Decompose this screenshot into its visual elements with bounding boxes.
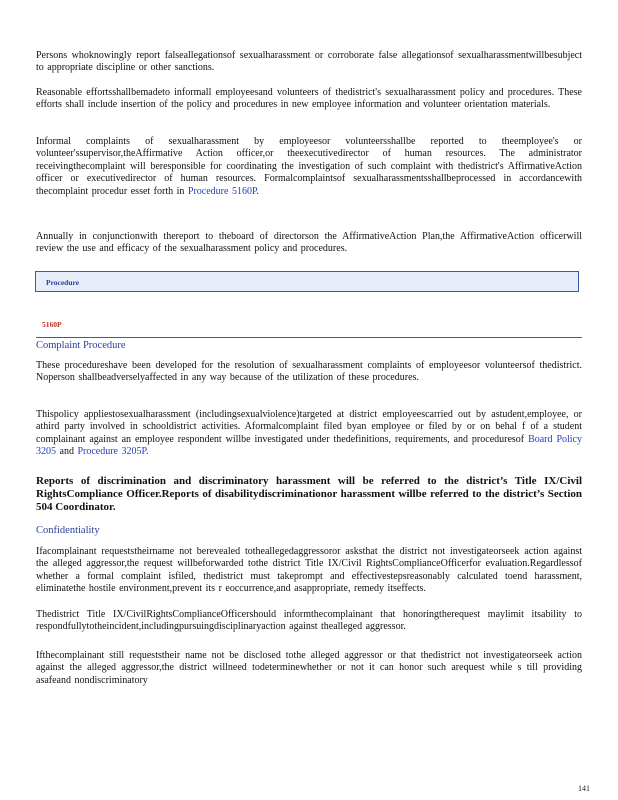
procedure-bar-label: Procedure	[46, 278, 80, 287]
complaint-procedure-heading: Complaint Procedure	[36, 340, 126, 351]
paragraph-text: These procedureshave been developed for the resolution of sexualharassment complaints of employeesor volunteersof thedistrict. Noperson shallbeadverselyaffected in any way because of the utilization of these procedures.	[36, 360, 582, 384]
paragraph-text: Reports of discrimination and discriminatory harassment will be referred to the district’s Title IX/Civil RightsCompliance Officer.Reports of disabilitydiscriminationor harassment willbe referred to the district’s Section 504 Coordinator.	[36, 475, 582, 513]
paragraph-compliance-officer	[36, 609, 582, 634]
procedure-section-bar	[35, 271, 579, 292]
procedure-code-label: 5160P	[42, 320, 62, 329]
paragraph-text: Ifthecomplainant still requeststheir name not be disclosed tothe alleged aggressor or that thedistrict not investigateorseek action against the alleged aggressor,the district willneed todeterminewhether or not it can honor such arequest while s till providing asafeand nondiscriminatory	[36, 650, 582, 686]
page-number: 141	[578, 784, 590, 793]
confidentiality-heading: Confidentiality	[36, 525, 100, 536]
paragraph-complainant-still-requests	[36, 650, 582, 687]
paragraph-reasonable-efforts	[36, 87, 582, 112]
paragraph-procedures-intro	[36, 360, 582, 385]
paragraph-end: .	[256, 185, 259, 197]
paragraph-text: Ifacomplainant requeststheirname not berevealed totheallegedaggressoror asksthat the district not investigateorseek action against the alleged aggressor,the request willbeforwarded tothe district Title IX/Civil RightsComplianceOfficerfor evaluation.Regardlessof whether a formal complaint isfiled, thedistrict must takeprompt and effectivestepsreasonably calculated toend harassment, eliminatethe hostile environment,prevent its r eoccurrence,and asappropriate, remedy itseffects.	[36, 546, 582, 595]
paragraph-text: Reasonable effortsshallbemadeto informall employeesand volunteers of thedistrict's sexualharassment policy and procedures. These efforts shall include insertion of the policy and procedures in new employee information and volunteer orientation materials.	[36, 87, 582, 111]
procedure-3205p-link[interactable]: Procedure 3205P	[77, 446, 146, 458]
paragraph-end: .	[145, 446, 149, 458]
paragraph-reports-referral	[36, 475, 582, 514]
paragraph-text: Annually in conjunctionwith thereport to theboard of directorson the AffirmativeAction Plan,the AffirmativeAction officerwill review the use and efficacy of the sexualharassment policy and procedures.	[36, 231, 582, 255]
paragraph-informal-complaints	[36, 136, 582, 198]
paragraph-text: Persons whoknowingly report falseallegationsof sexualharassment or corroborate false allegationsof sexualharassmentwillbesubject to appropriate discipline or other sanctions.	[36, 50, 582, 74]
paragraph-confidentiality-request	[36, 546, 582, 596]
paragraph-text: Thedistrict Title IX/CivilRightsComplianceOfficershould informthecomplainant that honoringtherequest maylimit itsability to respondfullytotheincident,includingpursuingdisciplinaryaction against thealleged aggressor.	[36, 609, 582, 633]
paragraph-false-allegations	[36, 50, 582, 75]
paragraph-text	[36, 409, 582, 459]
paragraph-body: Informal complaints of sexualharassment by employeesor volunteersshallbe reported to theemployee's or volunteer'ssupervisor,theAffirmative Action officer,or theexecutivedirector of human resources. The administrator receivingthecomplaint will beresponsible for coordinating the investigation of such complaint with thedistrict's AffirmativeAction officer or executivedirector of human resources. Formalcomplaintsof sexualharassmentsshallbeprocessed in accordancewith thecomplaint procedur esset forth in	[36, 136, 582, 197]
paragraph-annual-review	[36, 231, 582, 256]
paragraph-body: Thispolicy appliestosexualharassment (includingsexualviolence)targeted at district employeescarried out by astudent,employee, or athird party involved in schooldistrict activities. Aformalcomplaint filed byan employee or filed by or on behal f of a student complainant against an employee respondent willbe investigated under thedefinitions, requirements, and proceduresof	[36, 409, 582, 445]
paragraph-text	[36, 136, 582, 198]
paragraph-policy-applies	[36, 409, 582, 459]
board-policy-3205-link[interactable]: Board Policy 3205	[36, 433, 583, 458]
conjunction-text: and	[59, 446, 74, 458]
procedure-5160p-link[interactable]: Procedure 5160P	[187, 185, 257, 197]
section-divider	[36, 337, 582, 338]
